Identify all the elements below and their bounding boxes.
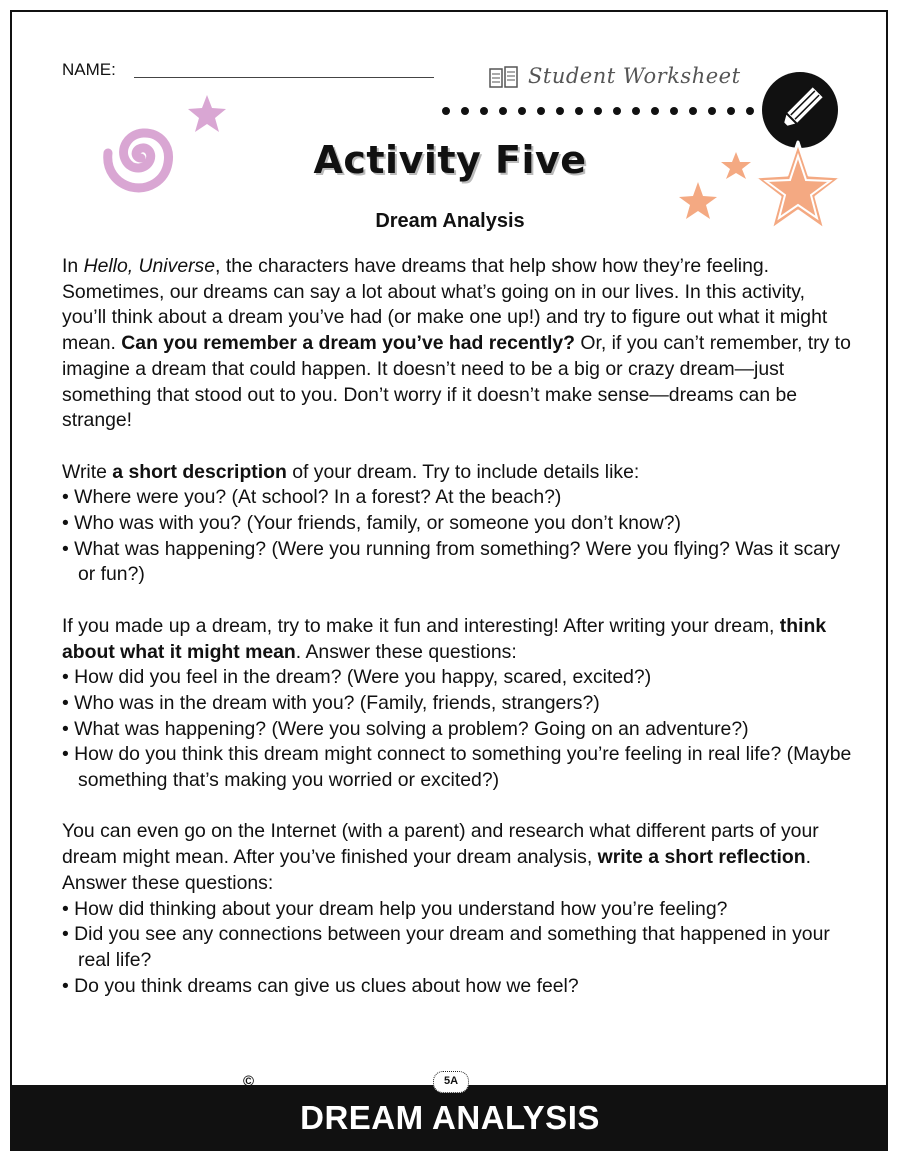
list-item: • What was happening? (Were you running from something? Were you flying? Was it scary or fun?) xyxy=(62,537,841,586)
pink-star-decoration xyxy=(185,92,229,136)
list-item: • How do you think this dream might connect to something you’re feeling in real life? (Maybe something that’s making you worried or excited?) xyxy=(62,743,852,792)
worksheet-body xyxy=(62,254,852,999)
description-paragraph: Write a short description of your dream. Try to include details like: xyxy=(62,460,640,483)
list-item: • How did thinking about your dream help you understand how you’re feeling? xyxy=(62,897,728,920)
page-subtitle: Dream Analysis xyxy=(375,210,525,232)
worksheet-icon xyxy=(489,66,519,90)
list-item: • Where were you? (At school? In a forest? At the beach?) xyxy=(62,486,562,509)
list-item: • Do you think dreams can give us clues about how we feel? xyxy=(62,974,579,997)
list-item: • What was happening? (Were you solving a problem? Going on an adventure?) xyxy=(62,717,749,740)
list-item: • Who was in the dream with you? (Family, friends, strangers?) xyxy=(62,691,600,714)
worksheet-label: Student Worksheet xyxy=(528,64,741,88)
name-line xyxy=(134,77,434,78)
list-item: • Who was with you? (Your friends, family, or someone you don’t know?) xyxy=(62,512,681,535)
page-title: Activity Five xyxy=(313,138,587,182)
list-item: • How did you feel in the dream? (Were you happy, scared, excited?) xyxy=(62,666,652,689)
intro-paragraph: In Hello, Universe, the characters have dreams that help show how they’re feeling. Sometimes, our dreams can say a lot about what’s going on in our lives. In this activity, you’ll think about a dream you’ve had (or make one up!) and try to figure out what it might mean. Can you remember a dream you’ve had recently? Or, if you can’t remember, try to imagine a dream that could happen. It doesn’t need to be a big or crazy dream—just something that stood out to you. Don’t worry if it doesn’t make sense—dreams can be strange! xyxy=(62,255,851,432)
footer-banner-title: DREAM ANALYSIS xyxy=(300,1099,600,1136)
dotted-divider xyxy=(440,105,770,117)
name-label: NAME: xyxy=(62,60,116,79)
list-item: • Did you see any connections between your dream and something that happened in your real life? xyxy=(62,923,830,971)
page-number: 5A xyxy=(433,1071,469,1093)
publisher-logo-icon: © xyxy=(243,1073,255,1090)
meaning-paragraph: If you made up a dream, try to make it fun and interesting! After writing your dream, think about what it might mean. Answer these questions: xyxy=(62,614,827,663)
reflection-paragraph: You can even go on the Internet (with a parent) and research what different parts of your dream might mean. After you’ve finished your dream analysis, write a short reflection. Answer these questions: xyxy=(62,820,819,894)
